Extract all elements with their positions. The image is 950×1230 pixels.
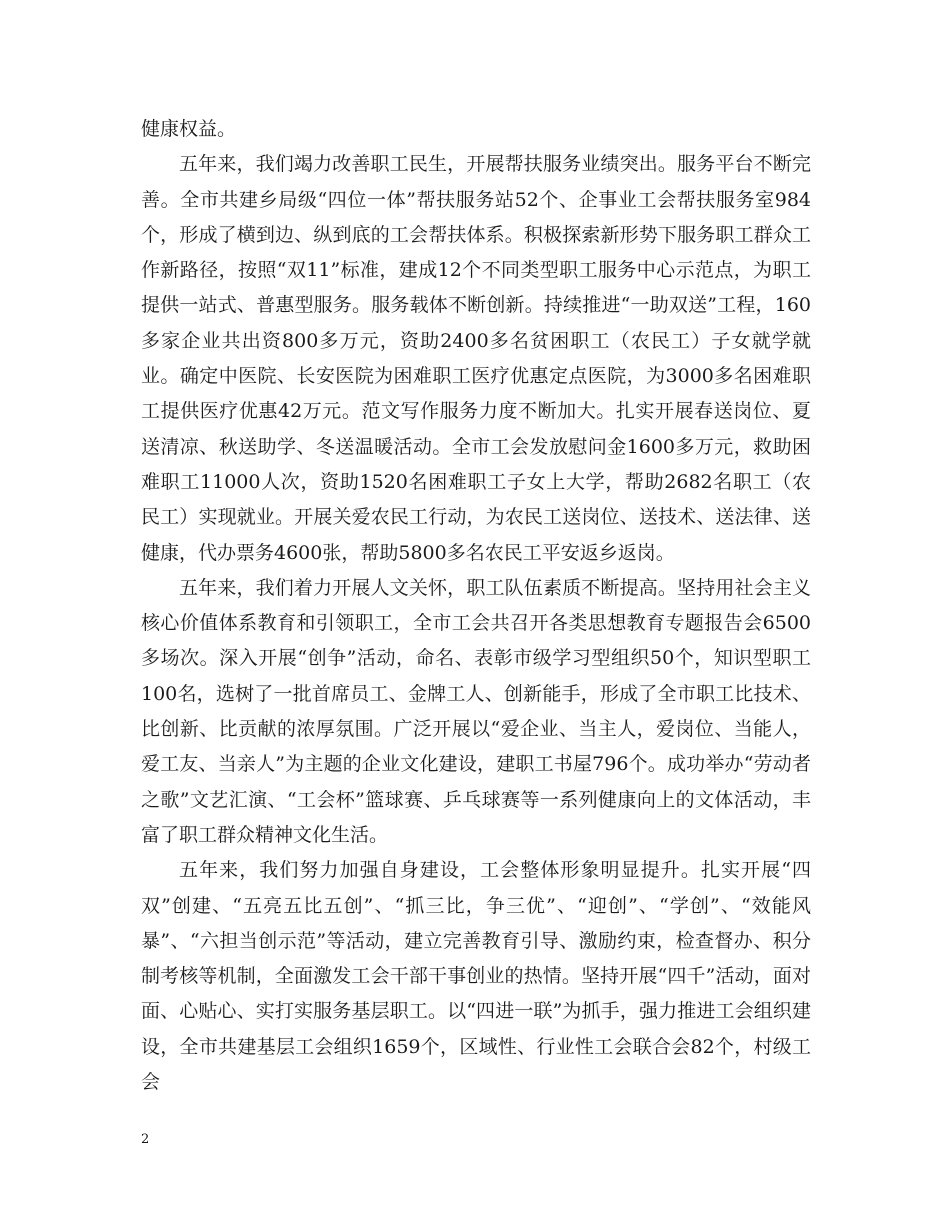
paragraph-humanistic-care: 五年来，我们着力开展人文关怀，职工队伍素质不断提高。坚持用社会主义核心价值体系教育和引领职工，全市工会共召开各类思想教育专题报告会6500多场次。深入开展“创争”活动，命名、表彰市级学习型组织50个，知识型职工100名，选树了一批首席员工、金牌工人、创新能手，形成了全市职工比技术、比创新、比贡献的浓厚氛围。广泛开展以“爱企业、当主人，爱岗位、当能人，爱工友、当亲人”为主题的企业文化建设，建职工书屋796个。成功举办“劳动者之歌”文艺汇演、“工会杯”篮球赛、乒乓球赛等一系列健康向上的文体活动，丰富了职工群众精神文化生活。 [141, 576, 811, 846]
document-body [141, 112, 811, 1100]
paragraph-continuation: 健康权益。 [141, 118, 237, 140]
paragraph-self-construction: 五年来，我们努力加强自身建设，工会整体形象明显提升。扎实开展“四双”创建、“五亮五比五创”、“抓三比，争三优”、“迎创”、“学创”、“效能风暴”、“六担当创示范”等活动，建立完善教育引导、激励约束，检查督办、积分制考核等机制，全面激发工会干部干事创业的热情。坚持开展“四千”活动，面对面、心贴心、实打实服务基层职工。以“四进一联”为抓手，强力推进工会组织建设，全市共建基层工会组织1659个，区域性、行业性工会联合会82个，村级工会 [141, 859, 811, 1094]
page-number: 2 [141, 1132, 150, 1147]
paragraph-welfare-services: 五年来，我们竭力改善职工民生，开展帮扶服务业绩突出。服务平台不断完善。全市共建乡局级“四位一体”帮扶服务站52个、企事业工会帮扶服务室984个，形成了横到边、纵到底的工会帮扶体系。积极探索新形势下服务职工群众工作新路径，按照“双11”标准，建成12个不同类型职工服务中心示范点，为职工提供一站式、普惠型服务。服务载体不断创新。持续推进“一助双送”工程，160多家企业共出资800多万元，资助2400多名贫困职工（农民工）子女就学就业。确定中医院、长安医院为困难职工医疗优惠定点医院，为3000多名困难职工提供医疗优惠42万元。范文写作服务力度不断加大。扎实开展春送岗位、夏送清凉、秋送助学、冬送温暖活动。全市工会发放慰问金1600多万元，救助困难职工11000人次，资助1520名困难职工子女上大学，帮助2682名职工（农民工）实现就业。开展关爱农民工行动，为农民工送岗位、送技术、送法律、送健康，代办票务4600张，帮助5800多名农民工平安返乡返岗。 [141, 153, 811, 564]
